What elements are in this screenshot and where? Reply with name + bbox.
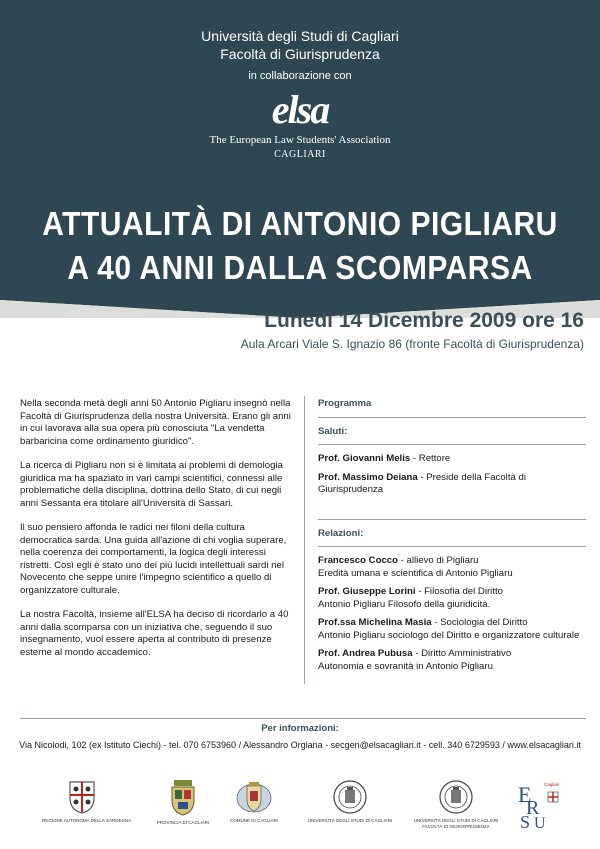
regione-sardegna-crest-icon bbox=[67, 780, 97, 814]
divider bbox=[20, 718, 586, 719]
column-divider bbox=[304, 396, 305, 684]
logo-facolta-giurisprudenza bbox=[408, 780, 504, 830]
description-paragraph: La ricerca di Pigliaru non si è limitata ai problemi di demologia giuridica ma ha spaziato in vari campi scientifici, connessi alle problematiche della disciplina, dottrina dello Stato, di cui negli anni Sessanta era titolare all'Università di Sassari. bbox=[20, 460, 283, 509]
talk-topic: Autonomia e sovranità in Antonio Pigliaru bbox=[318, 660, 493, 672]
logo-caption: REGIONE AUTONOMA DELLA SARDEGNA bbox=[42, 818, 132, 823]
talk-topic: Antonio Pigliaru sociologo del Diritto e organizzatore culturale bbox=[318, 629, 580, 641]
association-city: CAGLIARI bbox=[274, 149, 326, 160]
speaker-role: - Rettore bbox=[410, 453, 451, 464]
speaker-role: - Filosofia del Diritto bbox=[415, 586, 503, 597]
speaker-name: Prof. Massimo Deiana bbox=[318, 471, 418, 483]
talk-item bbox=[318, 648, 586, 673]
association-name: The European Law Students' Association bbox=[209, 134, 391, 146]
speaker-role: - Preside della Facoltà di Giurisprudenza bbox=[318, 471, 526, 495]
divider bbox=[318, 417, 586, 418]
description-paragraph: Il suo pensiero affonda le radici nei filoni della cultura democratica sarda. Una guida all'azione di chi voglia superare, nella coerenza dei comportamenti, la logica degli interessi ristretti. Così egli è stato uno dei più lucidi intellettuali sardi nel Novecento che seppe unire l'impegno scientifico a quello di organizzatore culturale. bbox=[20, 522, 287, 596]
programme-column bbox=[318, 398, 586, 679]
svg-text:E: E bbox=[518, 782, 532, 807]
logo-provincia-cagliari bbox=[148, 780, 218, 826]
university-name: Università degli Studi di Cagliari bbox=[201, 28, 399, 44]
logo-universita-cagliari bbox=[302, 780, 398, 824]
contact-info: Via Nicolodi, 102 (ex Istituto Ciechi) - tel. 070 6753960 / Alessandro Orgiana - secgen@elsacagliari.it - cell. 340 6729593 / www.elsacagliari.it bbox=[19, 740, 581, 750]
logo-caption: Cagliari bbox=[544, 782, 560, 787]
greeting-item bbox=[318, 472, 586, 497]
logo-caption: PROVINCIA DI CAGLIARI bbox=[156, 820, 210, 825]
greetings-heading: Saluti: bbox=[318, 425, 348, 437]
speaker-role: - Diritto Amministrativo bbox=[412, 648, 512, 659]
provincia-cagliari-crest-icon bbox=[168, 780, 198, 816]
logo-comune-cagliari bbox=[222, 780, 286, 824]
speaker-name: Prof. Giuseppe Lorini bbox=[318, 586, 416, 597]
speaker-name: Prof. Andrea Pubusa bbox=[318, 648, 413, 659]
greeting-item bbox=[318, 453, 586, 466]
speaker-name: Prof.ssa Michelina Masia bbox=[318, 617, 432, 628]
header-banner bbox=[0, 0, 600, 318]
talk-item bbox=[318, 555, 586, 580]
svg-text:R: R bbox=[526, 797, 540, 819]
facolta-giurisprudenza-seal-icon bbox=[439, 780, 473, 814]
universita-cagliari-seal-icon bbox=[333, 780, 367, 814]
talk-item bbox=[318, 617, 586, 642]
programme-heading: Programma bbox=[318, 398, 372, 409]
divider bbox=[318, 444, 586, 445]
comune-cagliari-crest-icon bbox=[236, 780, 272, 814]
speaker-role: - Sociologia del Diritto bbox=[431, 617, 528, 628]
talks-heading: Relazioni: bbox=[318, 527, 364, 539]
divider bbox=[318, 519, 586, 520]
speaker-role: - allievo di Pigliaru bbox=[397, 555, 479, 566]
description-column bbox=[20, 398, 292, 671]
logo-caption: UNIVERSITÀ DEGLI STUDI DI CAGLIARI bbox=[307, 818, 393, 823]
logo-caption: COMUNE DI CAGLIARI bbox=[229, 818, 278, 823]
speaker-name: Francesco Cocco bbox=[318, 555, 398, 566]
talk-topic: Eredità umana e scientifica di Antonio Pigliaru bbox=[318, 567, 513, 579]
sponsor-logos bbox=[0, 780, 600, 840]
logo-ersu bbox=[514, 780, 564, 830]
talk-item bbox=[318, 586, 586, 611]
event-title-line2: A 40 ANNI DALLA SCOMPARSA bbox=[67, 250, 533, 287]
collaboration-text: in collaborazione con bbox=[248, 70, 352, 82]
logo-caption: FACOLTÀ DI GIURISPRUDENZA bbox=[422, 824, 490, 829]
faculty-name: Facoltà di Giurisprudenza bbox=[220, 46, 380, 62]
divider bbox=[318, 546, 586, 547]
info-heading: Per informazioni: bbox=[261, 723, 339, 734]
event-date: Lunedì 14 Dicembre 2009 ore 16 bbox=[264, 309, 584, 332]
speaker-name: Prof. Giovanni Melis bbox=[318, 453, 411, 464]
svg-text:S: S bbox=[520, 812, 531, 830]
event-title-line1: ATTUALITÀ DI ANTONIO PIGLIARU bbox=[42, 206, 558, 243]
elsa-logo: elsa bbox=[271, 87, 329, 132]
description-paragraph: Nella seconda metà degli anni 50 Antonio Pigliaru insegnò nella Facoltà di Giurisprudenza della nostra Università. Erano gli anni in cui lavorava alla sua opera più conosciuta "La vendetta barbaricina come ordinamento giuridico". bbox=[20, 398, 291, 447]
logo-caption: UNIVERSITÀ DEGLI STUDI DI CAGLIARI bbox=[413, 818, 499, 823]
talk-topic: Antonio Pigliaru Filosofo della giuridicità. bbox=[318, 598, 491, 610]
logo-regione-sardegna bbox=[42, 780, 132, 824]
description-paragraph: La nostra Facoltà, insieme all'ELSA ha deciso di ricordarlo a 40 anni dalla scomparsa con un iniziativa che, seguendo il suo insegnamento, vuol essere aperta al contributo di presenze esterne al mondo accademico. bbox=[20, 609, 289, 658]
svg-text:U: U bbox=[534, 815, 546, 830]
event-place: Aula Arcari Viale S. Ignazio 86 (fronte Facoltà di Giurisprudenza) bbox=[240, 337, 584, 351]
